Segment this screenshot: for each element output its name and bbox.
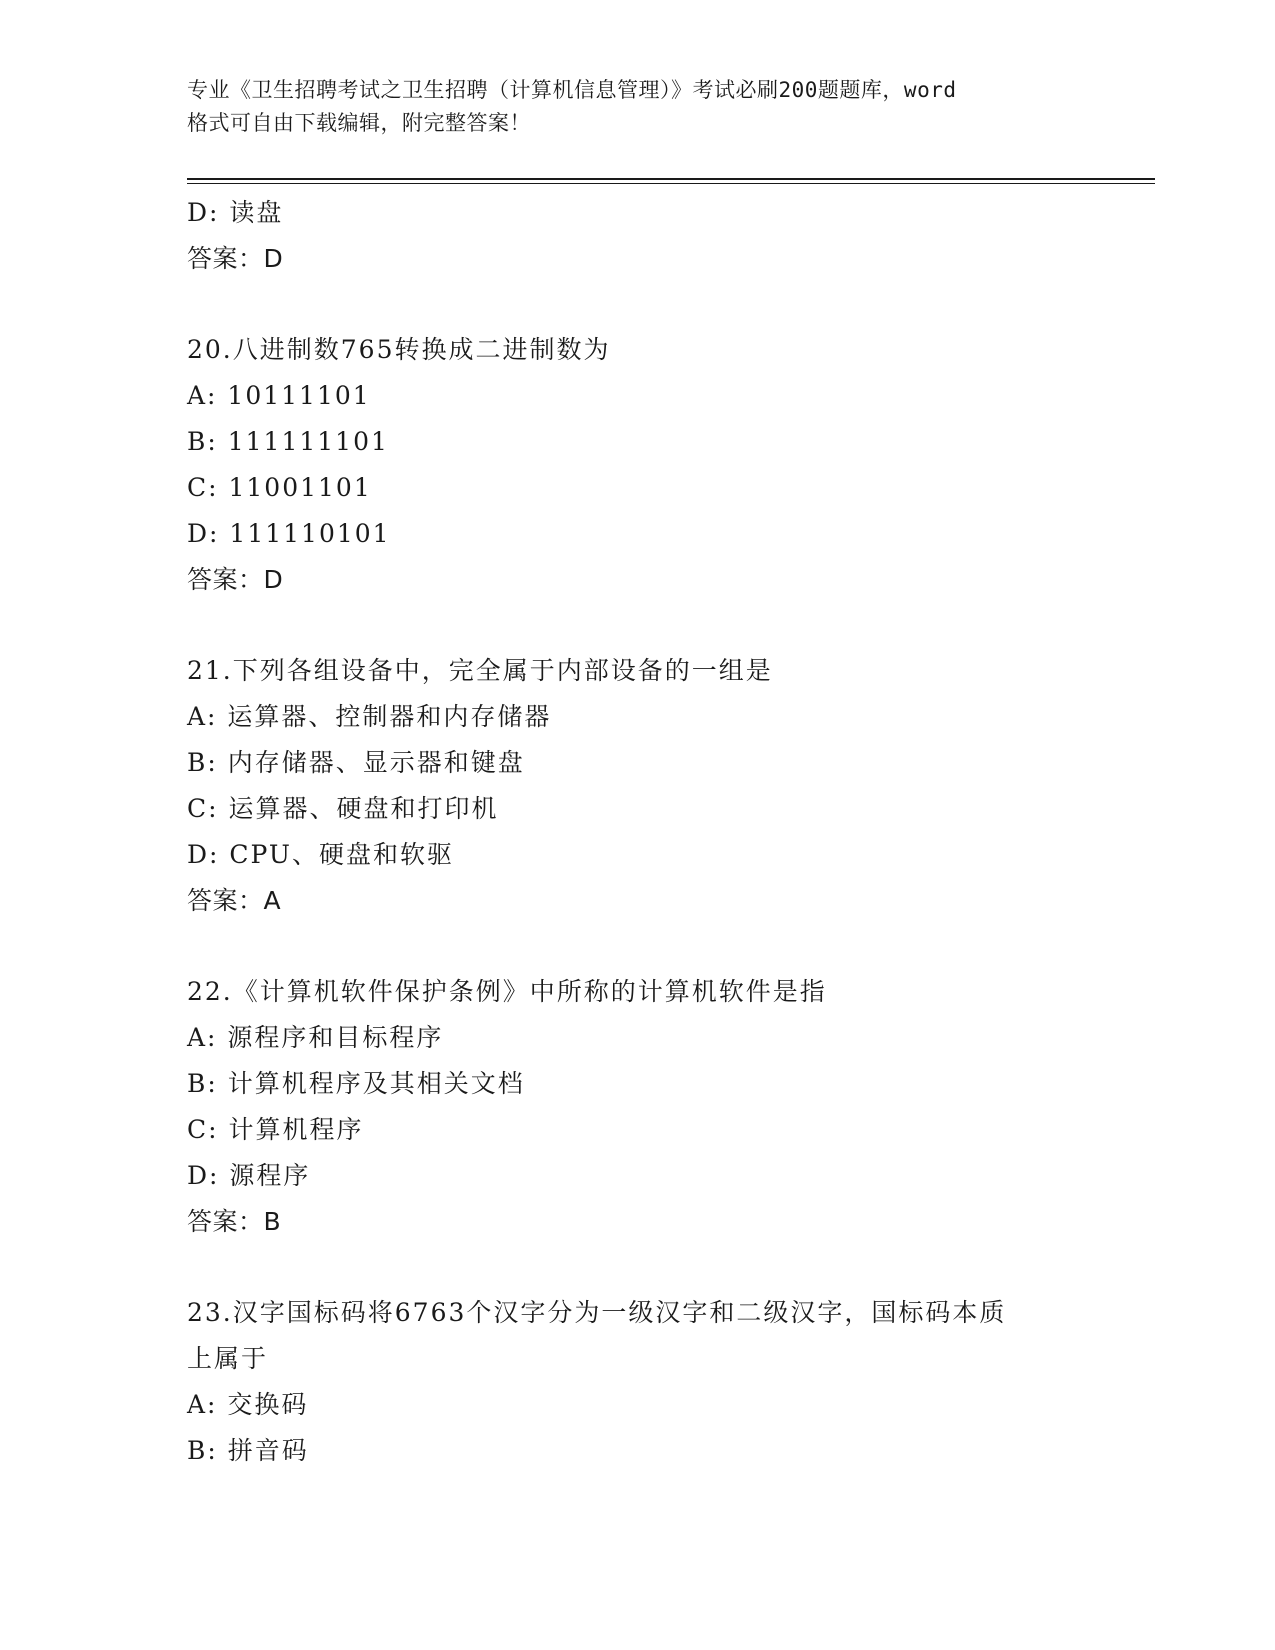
answer-line: 答案：D bbox=[187, 565, 284, 594]
question-title: 21.下列各组设备中，完全属于内部设备的一组是 bbox=[187, 656, 773, 685]
option-a: A: 交换码 bbox=[187, 1390, 309, 1419]
question-21 bbox=[187, 648, 1155, 924]
question-20 bbox=[187, 327, 1155, 603]
question-23 bbox=[187, 1290, 1155, 1474]
question-title: 20.八进制数765转换成二进制数为 bbox=[187, 335, 611, 364]
option-c: C: 计算机程序 bbox=[187, 1115, 364, 1144]
question-title: 22.《计算机软件保护条例》中所称的计算机软件是指 bbox=[187, 977, 827, 1006]
question-title-line-1: 23.汉字国标码将6763个汉字分为一级汉字和二级汉字，国标码本质 bbox=[187, 1298, 1007, 1327]
option-a: A: 运算器、控制器和内存储器 bbox=[187, 702, 552, 731]
option-b: B: 内存储器、显示器和键盘 bbox=[187, 748, 525, 777]
header-line-2: 格式可自由下载编辑，附完整答案！ bbox=[187, 111, 531, 135]
option-a: A: 源程序和目标程序 bbox=[187, 1023, 444, 1052]
header-divider-thick bbox=[187, 178, 1155, 180]
option-d: D: 源程序 bbox=[187, 1161, 311, 1190]
question-title-line-2: 上属于 bbox=[187, 1344, 269, 1373]
answer-line: 答案：B bbox=[187, 1207, 282, 1236]
question-carryover bbox=[187, 190, 1155, 282]
document-body bbox=[187, 190, 1155, 1474]
option-b: B: 111111101 bbox=[187, 427, 389, 456]
option-d: D: CPU、硬盘和软驱 bbox=[187, 840, 454, 869]
header-divider-thin bbox=[187, 183, 1155, 184]
option-d: D: 111110101 bbox=[187, 519, 391, 548]
option-c: C: 运算器、硬盘和打印机 bbox=[187, 794, 499, 823]
option-b: B: 拼音码 bbox=[187, 1436, 309, 1465]
question-22 bbox=[187, 969, 1155, 1245]
answer-line: 答案：D bbox=[187, 244, 284, 273]
answer-line: 答案：A bbox=[187, 886, 282, 915]
option-a: A: 10111101 bbox=[187, 381, 371, 410]
document-header bbox=[187, 74, 1087, 140]
option-c: C: 11001101 bbox=[187, 473, 372, 502]
header-line-1: 专业《卫生招聘考试之卫生招聘（计算机信息管理）》考试必刷200题题库，word bbox=[187, 78, 957, 102]
option-b: B: 计算机程序及其相关文档 bbox=[187, 1069, 525, 1098]
option-d: D: 读盘 bbox=[187, 198, 284, 227]
